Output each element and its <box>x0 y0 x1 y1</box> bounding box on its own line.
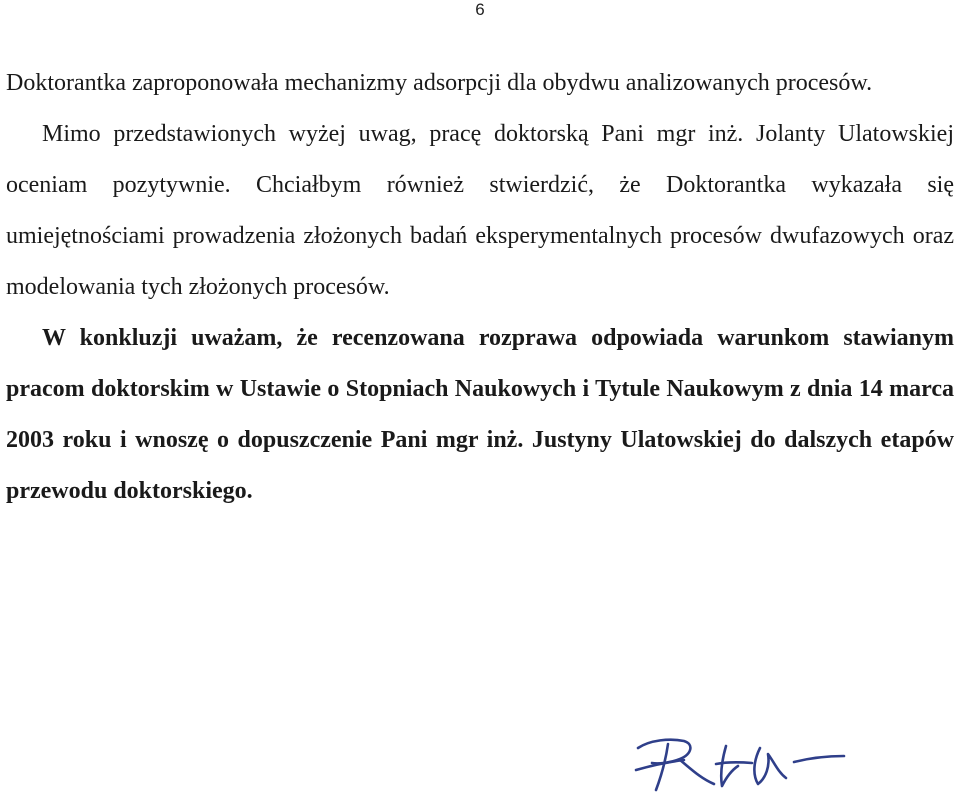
page-number: 6 <box>475 0 485 19</box>
handwritten-signature <box>628 726 850 796</box>
paragraph-conclusion: W konkluzji uważam, że recenzowana rozprawa odpowiada warunkom stawianym pracom doktorskim w Ustawie o Stopniach Naukowych i Tytule Naukowym z dnia 14 marca 2003 roku i wnoszę o dopuszczenie Pani mgr inż. Justyny Ulatowskiej do dalszych etapów przewodu doktorskiego. <box>6 325 954 504</box>
paragraph-adsorption-mechanisms: Doktorantka zaproponowała mechanizmy adsorpcji dla obydwu analizowanych procesów. <box>6 70 873 96</box>
paragraph-evaluation: Mimo przedstawionych wyżej uwag, pracę doktorską Pani mgr inż. Jolanty Ulatowskiej oceniam pozytywnie. Chciałbym również stwierdzić, że Doktorantka wykazała się umiejętnościami prowadzenia złożonych badań eksperymentalnych procesów dwufazowych oraz modelowania tych złożonych procesów. <box>6 121 954 300</box>
document-body <box>6 58 954 517</box>
